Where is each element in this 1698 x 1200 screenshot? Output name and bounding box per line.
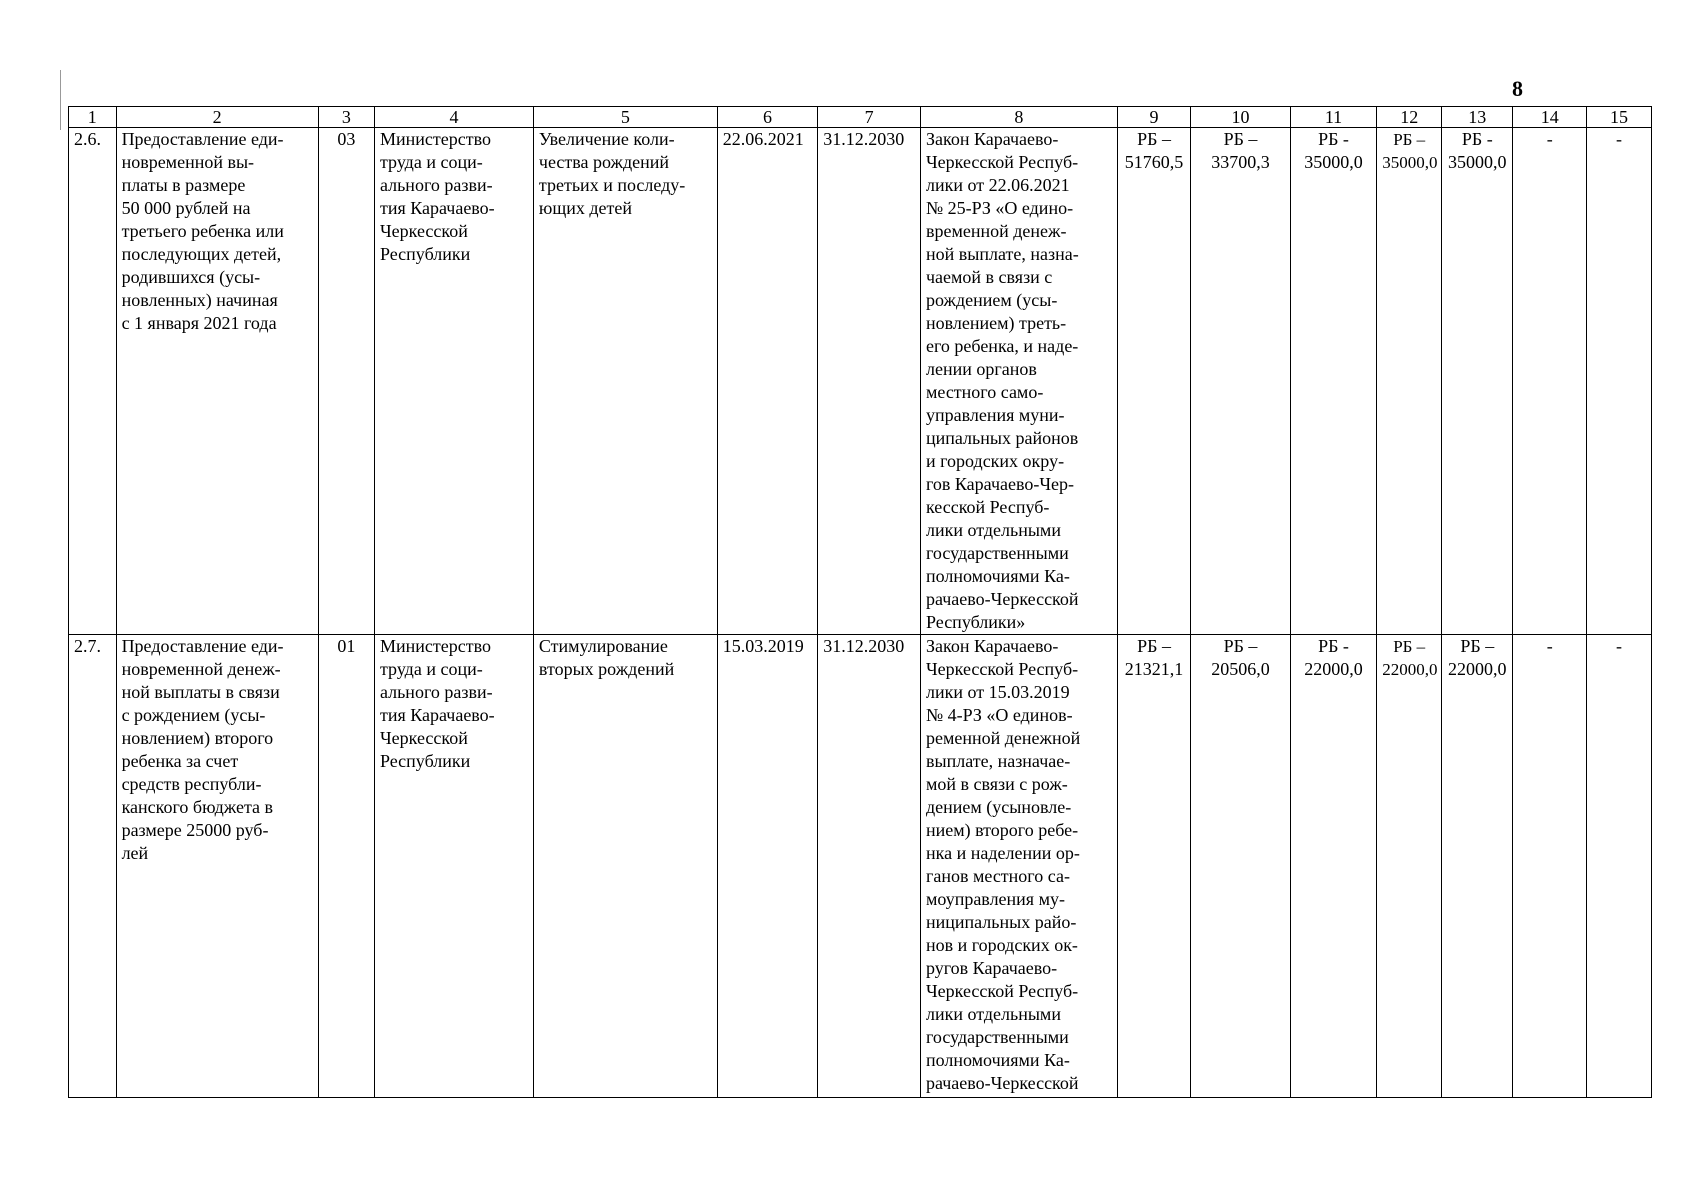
legal-basis: Закон Карачаево- Черкесской Респуб- лики от 15.03.2019 № 4-РЗ «О единов- ременной денежной выплате, назначае- мой в связи с рож- дением (усыновле- нием) второго ребе- нка и наделении ор- ганов местного са- моуправления му- ниципальных райо- нов и городских ок- ругов Карачаево- Черкесской Респуб- лики отдельными государственными полномочиями Ка- рачаево-Черкесской <box>920 635 1117 1098</box>
responsible-executor: Министерство труда и соци- ального разви- тия Карачаево- Черкесской Республики <box>374 128 533 635</box>
page-number: 8 <box>1512 76 1523 101</box>
funding-value: РБ – 22000,0 <box>1377 635 1442 1098</box>
funding-value: РБ – 35000,0 <box>1377 128 1442 635</box>
funding-value: РБ – 22000,0 <box>1442 635 1513 1098</box>
legal-basis: Закон Карачаево- Черкесской Респуб- лики от 22.06.2021 № 25-РЗ «О едино- временной денеж- ной выплате, назна- чаемой в связи с рождением (усы- новлением) треть- его ребенка, и наде- лении органов местного само- управления муни- ципальных районов и городских окру- гов Карачаево-Чер- кесской Респуб- лики отдельными государственными полномочиями Ка- рачаево-Черкесской Республики» <box>920 128 1117 635</box>
col-header-13: 13 <box>1442 107 1513 128</box>
col-header-3: 3 <box>318 107 374 128</box>
table-row <box>69 635 1652 1098</box>
expected-result: Стимулирование вторых рождений <box>533 635 717 1098</box>
measure-name: Предоставление еди- новременной денеж- ной выплаты в связи с рождением (усы- новлением) второго ребенка за счет средств республи- канского бюджета в размере 25000 руб- лей <box>116 635 318 1098</box>
table-row <box>69 128 1652 635</box>
funding-value: РБ - 35000,0 <box>1290 128 1377 635</box>
col-header-10: 10 <box>1191 107 1290 128</box>
col-header-8: 8 <box>920 107 1117 128</box>
col-header-15: 15 <box>1587 107 1652 128</box>
funding-value: РБ – 33700,3 <box>1191 128 1290 635</box>
funding-value: РБ – 51760,5 <box>1117 128 1191 635</box>
funding-value: РБ – 20506,0 <box>1191 635 1290 1098</box>
col-header-5: 5 <box>533 107 717 128</box>
funding-value: - <box>1513 635 1587 1098</box>
col-header-7: 7 <box>818 107 921 128</box>
row-number: 2.7. <box>69 635 117 1098</box>
col-header-9: 9 <box>1117 107 1191 128</box>
header-row <box>69 107 1652 128</box>
funding-value: - <box>1587 128 1652 635</box>
start-date: 22.06.2021 <box>717 128 818 635</box>
col-header-1: 1 <box>69 107 117 128</box>
col-header-14: 14 <box>1513 107 1587 128</box>
col-header-4: 4 <box>374 107 533 128</box>
funding-value: РБ - 35000,0 <box>1442 128 1513 635</box>
measure-name: Предоставление еди- новременной вы- платы в размере 50 000 рублей на третьего ребенка или последующих детей, родившихся (усы- новленных) начиная с 1 января 2021 года <box>116 128 318 635</box>
measure-code: 01 <box>318 635 374 1098</box>
binding-margin-line <box>60 70 61 130</box>
program-measures-table <box>68 106 1652 1098</box>
end-date: 31.12.2030 <box>818 635 921 1098</box>
start-date: 15.03.2019 <box>717 635 818 1098</box>
responsible-executor: Министерство труда и соци- ального разви- тия Карачаево- Черкесской Республики <box>374 635 533 1098</box>
row-number: 2.6. <box>69 128 117 635</box>
funding-value: РБ – 21321,1 <box>1117 635 1191 1098</box>
end-date: 31.12.2030 <box>818 128 921 635</box>
col-header-6: 6 <box>717 107 818 128</box>
funding-value: - <box>1587 635 1652 1098</box>
measure-code: 03 <box>318 128 374 635</box>
funding-value: РБ - 22000,0 <box>1290 635 1377 1098</box>
expected-result: Увеличение коли- чества рождений третьих и последу- ющих детей <box>533 128 717 635</box>
col-header-2: 2 <box>116 107 318 128</box>
col-header-11: 11 <box>1290 107 1377 128</box>
col-header-12: 12 <box>1377 107 1442 128</box>
funding-value: - <box>1513 128 1587 635</box>
